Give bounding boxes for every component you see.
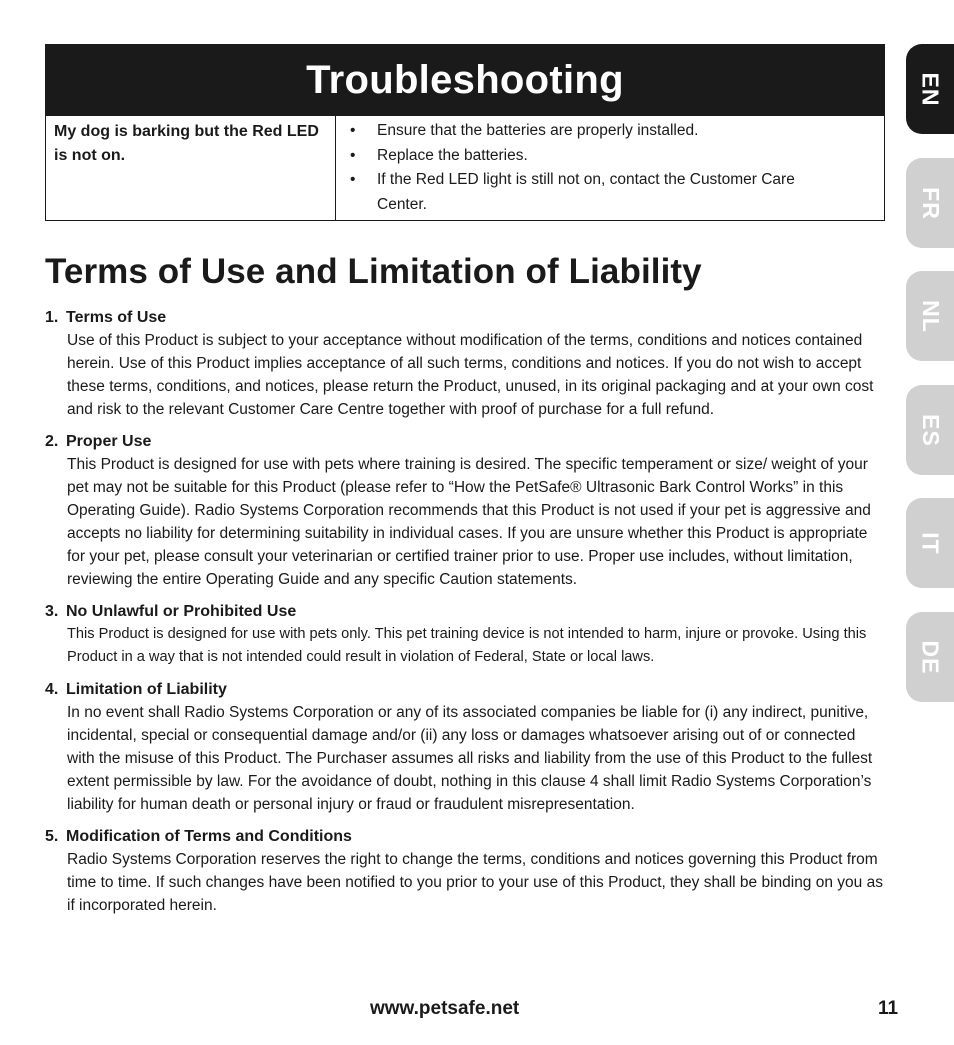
term-heading — [45, 678, 885, 701]
solution-item: • Ensure that the batteries are properly installed. — [346, 119, 817, 144]
term-body: This Product is designed for use with pets only. This pet training device is not intended to harm, injure or provoke. Using this Product in a way that is not intended could result in violation of Federal, State or local laws. — [67, 626, 867, 665]
term-title: Limitation of Liability — [66, 681, 227, 698]
language-tab-nl[interactable] — [906, 271, 954, 361]
language-tab-label: FR — [917, 186, 944, 220]
page-number: 11 — [878, 998, 899, 1019]
language-tab-label: ES — [917, 413, 944, 447]
term-body: In no event shall Radio Systems Corporation or any of its associated companies be liable for (i) any indirect, punitive, incidental, special or consequential damage and/or (ii) any loss or damages whatsoever arising out of or connected with the misuse of this Product. The Purchaser assumes all risks and liability from the use of this Product to the fullest extent permissible by law. For the avoidance of doubt, nothing in this clause 4 shall limit Radio Systems Corporation’s liability for human death or personal injury or fraud or fraudulent misrepresentation. — [67, 704, 873, 813]
solutions-list — [346, 119, 884, 217]
troubleshooting-row — [46, 116, 884, 220]
term-number: 4. — [45, 681, 59, 698]
term-item — [45, 678, 885, 816]
language-tab-label: EN — [917, 72, 944, 106]
language-tab-de[interactable] — [906, 612, 954, 702]
term-heading — [45, 306, 885, 329]
terms-section-title: Terms of Use and Limitation of Liability — [45, 252, 702, 291]
language-tab-es[interactable] — [906, 385, 954, 475]
solution-item: • Replace the batteries. — [346, 144, 817, 169]
term-title: Proper Use — [66, 433, 152, 450]
term-item — [45, 600, 885, 669]
term-title: Terms of Use — [66, 309, 167, 326]
problem-cell: My dog is barking but the Red LED is not on. — [46, 116, 336, 220]
term-body: This Product is designed for use with pets where training is desired. The specific temperament or size/ weight of your pet may not be suitable for this Product (please refer to “How the PetSafe® Ultrasonic Bark Control Works” in this Operating Guide). Radio Systems Corporation recommends that this Product is not used if your pet is aggressive and accepts no liability for determining suitability in individual cases. If you are unsure whether this Product is appropriate for your pet, please consult your veterinarian or certified trainer prior to use. Proper use includes, without limitation, reviewing the entire Operating Guide and any specific Caution statements. — [67, 456, 871, 588]
terms-list — [45, 306, 885, 926]
term-item — [45, 825, 885, 917]
term-body: Use of this Product is subject to your acceptance without modification of the terms, conditions and notices contained herein. Use of this Product implies acceptance of all such terms, conditions and notices. If you do not wish to accept these terms, conditions, and notices, please return the Product, unused, in its original packaging and at your own cost and risk to the relevant Customer Care Centre together with proof of purchase for a full refund. — [67, 332, 874, 418]
term-body: Radio Systems Corporation reserves the right to change the terms, conditions and notices governing this Product from time to time. If such changes have been notified to you prior to your use of this Product, they shall be binding on you as if incorporated herein. — [67, 851, 883, 914]
term-item — [45, 430, 885, 591]
term-heading — [45, 825, 885, 848]
term-title: Modification of Terms and Conditions — [66, 828, 352, 845]
troubleshooting-table — [45, 44, 885, 221]
language-tab-label: IT — [917, 531, 944, 555]
footer-url: www.petsafe.net — [370, 998, 520, 1019]
solution-item: • If the Red LED light is still not on, contact the Customer Care Center. — [346, 168, 817, 217]
term-number: 5. — [45, 828, 59, 845]
language-tab-it[interactable] — [906, 498, 954, 588]
term-number: 3. — [45, 603, 59, 620]
language-tab-label: DE — [917, 640, 944, 674]
troubleshooting-title: Troubleshooting — [46, 45, 884, 116]
language-tab-en[interactable] — [906, 44, 954, 134]
solutions-cell — [336, 116, 884, 220]
term-number: 2. — [45, 433, 59, 450]
term-heading — [45, 600, 885, 623]
term-number: 1. — [45, 309, 59, 326]
language-tab-label: NL — [917, 299, 944, 333]
language-tab-fr[interactable] — [906, 158, 954, 248]
term-heading — [45, 430, 885, 453]
term-item — [45, 306, 885, 421]
term-title: No Unlawful or Prohibited Use — [66, 603, 297, 620]
